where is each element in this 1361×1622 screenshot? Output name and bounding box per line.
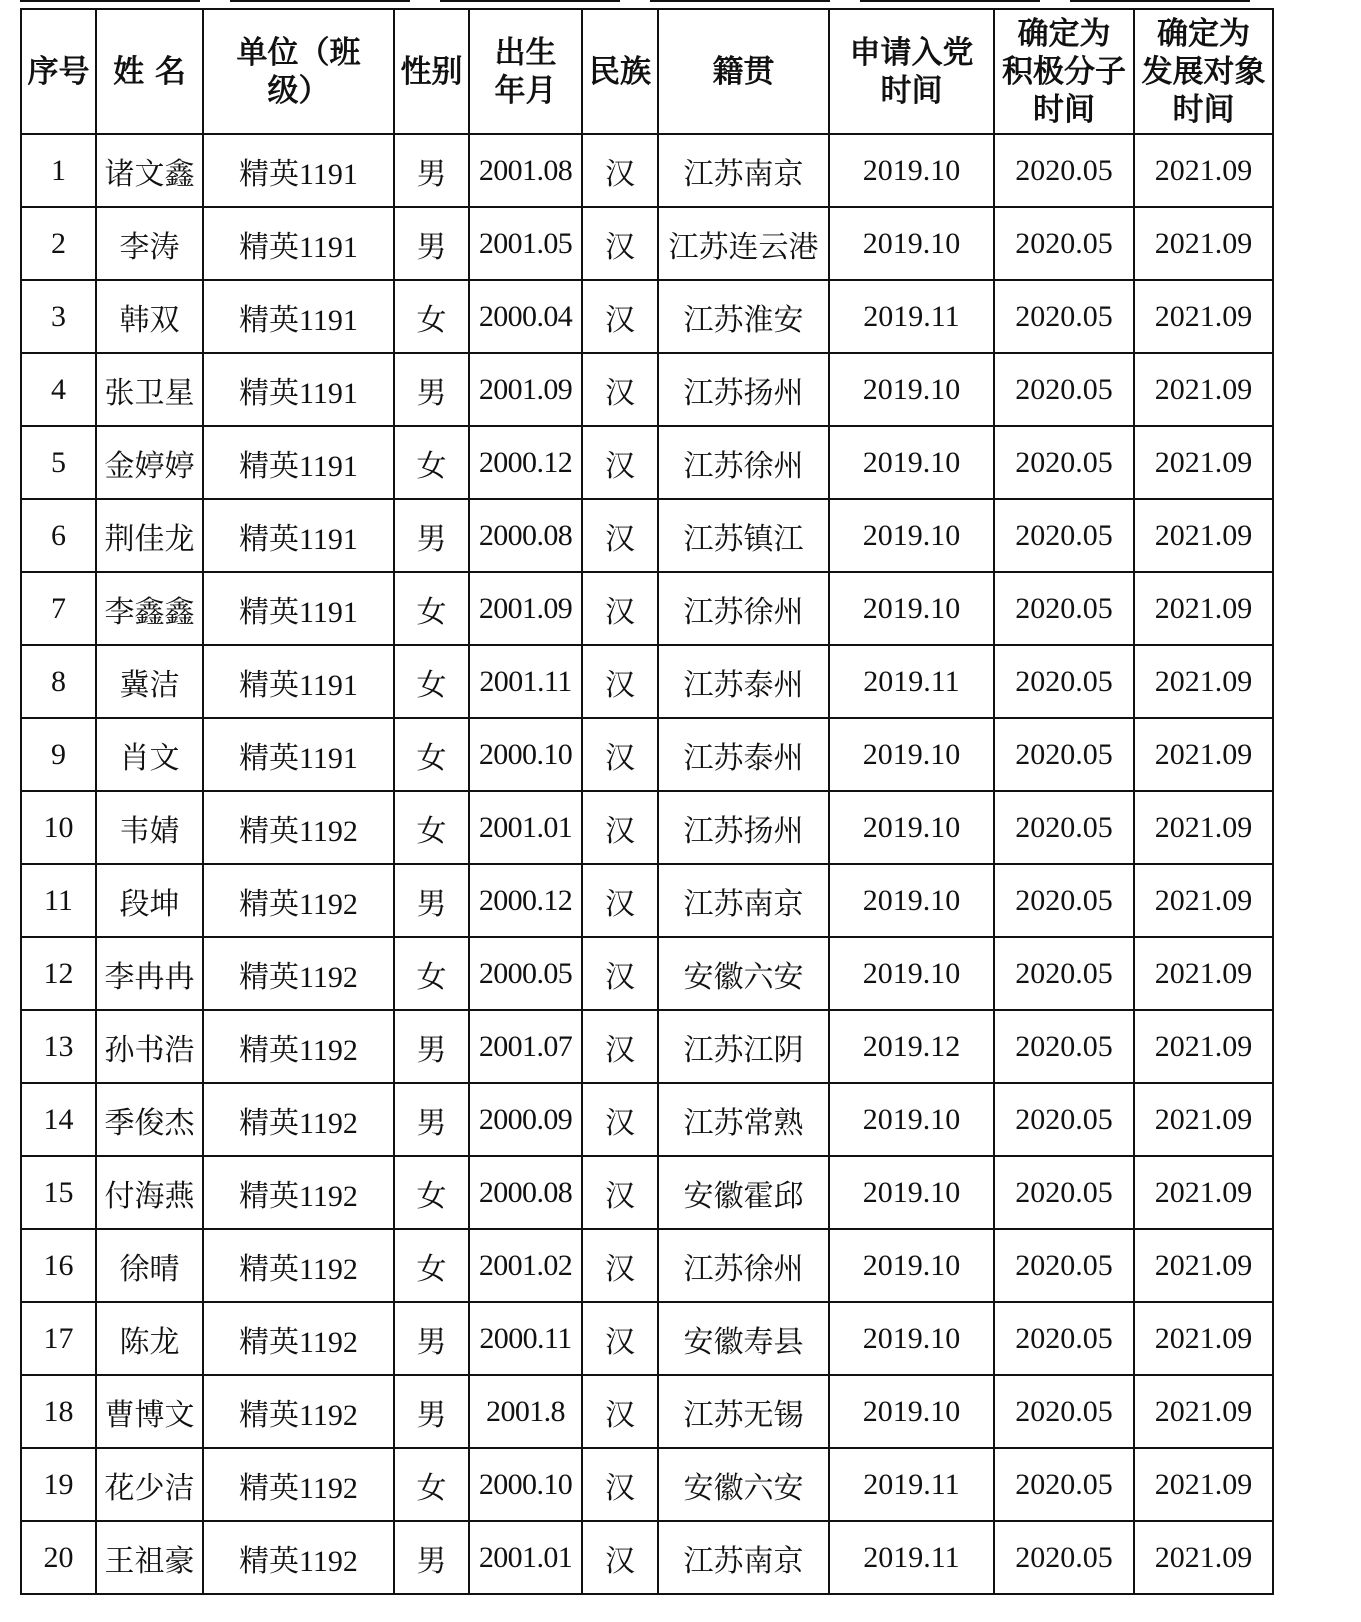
cell-ethnicity: 汉 — [582, 791, 658, 864]
table-row — [21, 645, 1273, 718]
cell-apply: 2019.10 — [829, 572, 994, 645]
cell-activist: 2020.05 — [994, 1521, 1134, 1594]
cell-develop: 2021.09 — [1134, 426, 1273, 499]
cell-develop: 2021.09 — [1134, 207, 1273, 280]
cell-develop: 2021.09 — [1134, 353, 1273, 426]
cell-gender: 男 — [394, 353, 469, 426]
cell-apply: 2019.10 — [829, 1302, 994, 1375]
header-develop-line: 时间 — [1172, 91, 1235, 128]
cell-hometown: 江苏泰州 — [658, 645, 829, 718]
table-row — [21, 1229, 1273, 1302]
cell-develop: 2021.09 — [1134, 718, 1273, 791]
cell-unit: 精英1192 — [203, 1375, 394, 1448]
table-row — [21, 426, 1273, 499]
table-row — [21, 280, 1273, 353]
cell-gender: 男 — [394, 207, 469, 280]
header-name-line: 姓 名 — [113, 53, 186, 90]
table-row — [21, 1302, 1273, 1375]
cell-ethnicity: 汉 — [582, 645, 658, 718]
candidate-table — [20, 8, 1274, 1595]
cell-apply: 2019.11 — [829, 645, 994, 718]
cell-gender: 女 — [394, 426, 469, 499]
table-row — [21, 718, 1273, 791]
cell-unit: 精英1192 — [203, 864, 394, 937]
cell-activist: 2020.05 — [994, 353, 1134, 426]
cell-apply: 2019.10 — [829, 791, 994, 864]
cell-gender: 男 — [394, 134, 469, 207]
cell-apply: 2019.10 — [829, 1375, 994, 1448]
cell-activist: 2020.05 — [994, 572, 1134, 645]
header-activist — [994, 9, 1134, 134]
header-unit — [203, 9, 394, 134]
cell-apply: 2019.10 — [829, 1229, 994, 1302]
table-row — [21, 1156, 1273, 1229]
cell-develop: 2021.09 — [1134, 572, 1273, 645]
header-apply-line: 申请入党 — [849, 34, 974, 71]
cell-seq: 2 — [21, 207, 96, 280]
cell-hometown: 安徽六安 — [658, 937, 829, 1010]
cell-birth: 2001.8 — [469, 1375, 582, 1448]
table-row — [21, 1010, 1273, 1083]
cell-unit: 精英1191 — [203, 645, 394, 718]
header-birth-line: 出生 — [494, 34, 557, 71]
cell-apply: 2019.10 — [829, 864, 994, 937]
cell-hometown: 江苏无锡 — [658, 1375, 829, 1448]
cell-develop: 2021.09 — [1134, 1302, 1273, 1375]
cell-unit: 精英1191 — [203, 134, 394, 207]
cell-name: 荆佳龙 — [96, 499, 203, 572]
cropped-top-border — [20, 0, 1276, 4]
cell-ethnicity: 汉 — [582, 1375, 658, 1448]
cell-hometown: 安徽六安 — [658, 1448, 829, 1521]
cell-apply: 2019.10 — [829, 426, 994, 499]
cell-apply: 2019.11 — [829, 1521, 994, 1594]
cell-gender: 女 — [394, 1448, 469, 1521]
cell-birth: 2001.01 — [469, 791, 582, 864]
cell-develop: 2021.09 — [1134, 1448, 1273, 1521]
cell-ethnicity: 汉 — [582, 937, 658, 1010]
cell-unit: 精英1191 — [203, 426, 394, 499]
cell-unit: 精英1192 — [203, 1448, 394, 1521]
cell-ethnicity: 汉 — [582, 280, 658, 353]
cell-hometown: 安徽霍邱 — [658, 1156, 829, 1229]
cell-ethnicity: 汉 — [582, 864, 658, 937]
cell-birth: 2000.05 — [469, 937, 582, 1010]
header-birth-line: 年月 — [494, 72, 557, 109]
cell-unit: 精英1192 — [203, 791, 394, 864]
header-hometown — [658, 9, 829, 134]
cell-develop: 2021.09 — [1134, 791, 1273, 864]
cell-name: 王祖豪 — [96, 1521, 203, 1594]
cell-ethnicity: 汉 — [582, 1010, 658, 1083]
cell-activist: 2020.05 — [994, 864, 1134, 937]
cell-unit: 精英1191 — [203, 207, 394, 280]
table-body — [21, 134, 1273, 1594]
cell-develop: 2021.09 — [1134, 499, 1273, 572]
cell-gender: 男 — [394, 1083, 469, 1156]
cell-activist: 2020.05 — [994, 718, 1134, 791]
cell-birth: 2000.12 — [469, 426, 582, 499]
cell-name: 陈龙 — [96, 1302, 203, 1375]
cell-seq: 7 — [21, 572, 96, 645]
cell-ethnicity: 汉 — [582, 1083, 658, 1156]
cell-name: 张卫星 — [96, 353, 203, 426]
cell-gender: 男 — [394, 1302, 469, 1375]
cell-birth: 2001.01 — [469, 1521, 582, 1594]
cell-name: 肖文 — [96, 718, 203, 791]
cell-unit: 精英1191 — [203, 572, 394, 645]
header-develop-line: 发展对象 — [1141, 53, 1266, 90]
cell-hometown: 江苏南京 — [658, 1521, 829, 1594]
cell-seq: 4 — [21, 353, 96, 426]
cell-apply: 2019.10 — [829, 207, 994, 280]
cell-seq: 6 — [21, 499, 96, 572]
cell-develop: 2021.09 — [1134, 864, 1273, 937]
cell-hometown: 江苏常熟 — [658, 1083, 829, 1156]
cell-develop: 2021.09 — [1134, 280, 1273, 353]
cell-birth: 2000.12 — [469, 864, 582, 937]
cell-name: 付海燕 — [96, 1156, 203, 1229]
cell-gender: 女 — [394, 645, 469, 718]
cell-birth: 2001.08 — [469, 134, 582, 207]
cell-seq: 10 — [21, 791, 96, 864]
cell-develop: 2021.09 — [1134, 1156, 1273, 1229]
cell-birth: 2000.10 — [469, 718, 582, 791]
cell-name: 冀洁 — [96, 645, 203, 718]
cell-seq: 9 — [21, 718, 96, 791]
cell-name: 李冉冉 — [96, 937, 203, 1010]
cell-name: 徐晴 — [96, 1229, 203, 1302]
cell-hometown: 江苏镇江 — [658, 499, 829, 572]
cell-gender: 男 — [394, 499, 469, 572]
cell-activist: 2020.05 — [994, 937, 1134, 1010]
cell-activist: 2020.05 — [994, 791, 1134, 864]
header-unit-line: 单位（班 — [236, 34, 361, 71]
table-row — [21, 1083, 1273, 1156]
cell-birth: 2000.09 — [469, 1083, 582, 1156]
header-birth — [469, 9, 582, 134]
cell-ethnicity: 汉 — [582, 1448, 658, 1521]
table-row — [21, 791, 1273, 864]
cell-hometown: 江苏连云港 — [658, 207, 829, 280]
cell-develop: 2021.09 — [1134, 134, 1273, 207]
cell-name: 金婷婷 — [96, 426, 203, 499]
cell-seq: 15 — [21, 1156, 96, 1229]
cell-unit: 精英1191 — [203, 718, 394, 791]
table-row — [21, 1521, 1273, 1594]
cell-activist: 2020.05 — [994, 1156, 1134, 1229]
cell-activist: 2020.05 — [994, 645, 1134, 718]
cell-gender: 女 — [394, 937, 469, 1010]
cell-birth: 2001.07 — [469, 1010, 582, 1083]
cell-activist: 2020.05 — [994, 1302, 1134, 1375]
cell-develop: 2021.09 — [1134, 1521, 1273, 1594]
cell-apply: 2019.10 — [829, 718, 994, 791]
cell-unit: 精英1192 — [203, 937, 394, 1010]
header-unit-line: 级） — [267, 72, 330, 109]
cell-name: 孙书浩 — [96, 1010, 203, 1083]
cell-birth: 2001.05 — [469, 207, 582, 280]
cell-gender: 女 — [394, 280, 469, 353]
cell-unit: 精英1192 — [203, 1083, 394, 1156]
cell-seq: 20 — [21, 1521, 96, 1594]
table-row — [21, 499, 1273, 572]
cell-hometown: 江苏泰州 — [658, 718, 829, 791]
cell-apply: 2019.10 — [829, 1156, 994, 1229]
cell-name: 花少洁 — [96, 1448, 203, 1521]
cell-develop: 2021.09 — [1134, 645, 1273, 718]
header-gender-line: 性别 — [400, 53, 463, 90]
cell-unit: 精英1191 — [203, 499, 394, 572]
cell-unit: 精英1191 — [203, 280, 394, 353]
cell-hometown: 江苏南京 — [658, 864, 829, 937]
cell-unit: 精英1192 — [203, 1302, 394, 1375]
cell-name: 李涛 — [96, 207, 203, 280]
cell-activist: 2020.05 — [994, 426, 1134, 499]
cell-unit: 精英1191 — [203, 353, 394, 426]
cell-hometown: 江苏徐州 — [658, 572, 829, 645]
cell-birth: 2000.10 — [469, 1448, 582, 1521]
cell-unit: 精英1192 — [203, 1156, 394, 1229]
cell-name: 段坤 — [96, 864, 203, 937]
cell-develop: 2021.09 — [1134, 1010, 1273, 1083]
cell-hometown: 安徽寿县 — [658, 1302, 829, 1375]
cell-birth: 2000.08 — [469, 1156, 582, 1229]
cell-activist: 2020.05 — [994, 1083, 1134, 1156]
header-activist-line: 确定为 — [1017, 15, 1111, 52]
cell-unit: 精英1192 — [203, 1521, 394, 1594]
cell-ethnicity: 汉 — [582, 207, 658, 280]
header-seq — [21, 9, 96, 134]
cell-develop: 2021.09 — [1134, 1083, 1273, 1156]
cell-develop: 2021.09 — [1134, 937, 1273, 1010]
cell-name: 韩双 — [96, 280, 203, 353]
cell-gender: 男 — [394, 1010, 469, 1083]
cell-apply: 2019.10 — [829, 1083, 994, 1156]
table-row — [21, 572, 1273, 645]
cell-seq: 17 — [21, 1302, 96, 1375]
table-row — [21, 864, 1273, 937]
cell-apply: 2019.10 — [829, 353, 994, 426]
cell-birth: 2001.09 — [469, 572, 582, 645]
header-gender — [394, 9, 469, 134]
cell-seq: 1 — [21, 134, 96, 207]
cell-ethnicity: 汉 — [582, 1229, 658, 1302]
cell-gender: 女 — [394, 572, 469, 645]
cell-gender: 男 — [394, 1375, 469, 1448]
cell-seq: 13 — [21, 1010, 96, 1083]
cell-unit: 精英1192 — [203, 1010, 394, 1083]
cell-name: 李鑫鑫 — [96, 572, 203, 645]
cell-hometown: 江苏扬州 — [658, 353, 829, 426]
cell-ethnicity: 汉 — [582, 134, 658, 207]
cell-birth: 2001.02 — [469, 1229, 582, 1302]
cell-seq: 18 — [21, 1375, 96, 1448]
cell-ethnicity: 汉 — [582, 1156, 658, 1229]
cell-apply: 2019.10 — [829, 134, 994, 207]
header-activist-line: 积极分子 — [1002, 53, 1126, 90]
cell-activist: 2020.05 — [994, 134, 1134, 207]
header-row — [21, 9, 1273, 134]
header-ethnicity-line: 民族 — [589, 53, 651, 90]
cell-name: 诸文鑫 — [96, 134, 203, 207]
cell-apply: 2019.11 — [829, 280, 994, 353]
table-row — [21, 134, 1273, 207]
header-ethnicity — [582, 9, 658, 134]
cell-ethnicity: 汉 — [582, 718, 658, 791]
cell-birth: 2000.08 — [469, 499, 582, 572]
cell-seq: 12 — [21, 937, 96, 1010]
table-row — [21, 937, 1273, 1010]
cell-seq: 8 — [21, 645, 96, 718]
cell-hometown: 江苏扬州 — [658, 791, 829, 864]
cell-apply: 2019.10 — [829, 499, 994, 572]
table-row — [21, 1375, 1273, 1448]
cell-activist: 2020.05 — [994, 280, 1134, 353]
cell-birth: 2001.11 — [469, 645, 582, 718]
header-hometown-line: 籍贯 — [712, 53, 775, 90]
cell-seq: 5 — [21, 426, 96, 499]
cell-gender: 男 — [394, 1521, 469, 1594]
cell-seq: 19 — [21, 1448, 96, 1521]
cell-activist: 2020.05 — [994, 1375, 1134, 1448]
cell-hometown: 江苏南京 — [658, 134, 829, 207]
cell-activist: 2020.05 — [994, 1010, 1134, 1083]
cell-seq: 14 — [21, 1083, 96, 1156]
table-row — [21, 207, 1273, 280]
cell-activist: 2020.05 — [994, 207, 1134, 280]
header-seq-line: 序号 — [27, 53, 90, 90]
cell-ethnicity: 汉 — [582, 1302, 658, 1375]
cell-ethnicity: 汉 — [582, 353, 658, 426]
cell-apply: 2019.10 — [829, 937, 994, 1010]
header-name — [96, 9, 203, 134]
header-develop — [1134, 9, 1273, 134]
cell-birth: 2000.04 — [469, 280, 582, 353]
cell-hometown: 江苏徐州 — [658, 1229, 829, 1302]
cell-birth: 2000.11 — [469, 1302, 582, 1375]
cell-ethnicity: 汉 — [582, 426, 658, 499]
cell-seq: 3 — [21, 280, 96, 353]
table-row — [21, 353, 1273, 426]
cell-hometown: 江苏淮安 — [658, 280, 829, 353]
cell-name: 曹博文 — [96, 1375, 203, 1448]
cell-birth: 2001.09 — [469, 353, 582, 426]
cell-ethnicity: 汉 — [582, 1521, 658, 1594]
cell-develop: 2021.09 — [1134, 1229, 1273, 1302]
cell-hometown: 江苏徐州 — [658, 426, 829, 499]
cell-gender: 男 — [394, 864, 469, 937]
header-develop-line: 确定为 — [1157, 15, 1250, 52]
header-apply-line: 时间 — [880, 72, 943, 109]
cell-gender: 女 — [394, 1156, 469, 1229]
cell-gender: 女 — [394, 718, 469, 791]
cell-activist: 2020.05 — [994, 499, 1134, 572]
cell-activist: 2020.05 — [994, 1448, 1134, 1521]
cell-develop: 2021.09 — [1134, 1375, 1273, 1448]
header-activist-line: 时间 — [1033, 91, 1095, 128]
cell-unit: 精英1192 — [203, 1229, 394, 1302]
table-row — [21, 1448, 1273, 1521]
cell-name: 韦婧 — [96, 791, 203, 864]
header-apply — [829, 9, 994, 134]
cell-seq: 16 — [21, 1229, 96, 1302]
cell-name: 季俊杰 — [96, 1083, 203, 1156]
cell-ethnicity: 汉 — [582, 499, 658, 572]
cell-apply: 2019.11 — [829, 1448, 994, 1521]
cell-activist: 2020.05 — [994, 1229, 1134, 1302]
cell-ethnicity: 汉 — [582, 572, 658, 645]
cell-gender: 女 — [394, 791, 469, 864]
cell-gender: 女 — [394, 1229, 469, 1302]
cell-seq: 11 — [21, 864, 96, 937]
cell-apply: 2019.12 — [829, 1010, 994, 1083]
cell-hometown: 江苏江阴 — [658, 1010, 829, 1083]
